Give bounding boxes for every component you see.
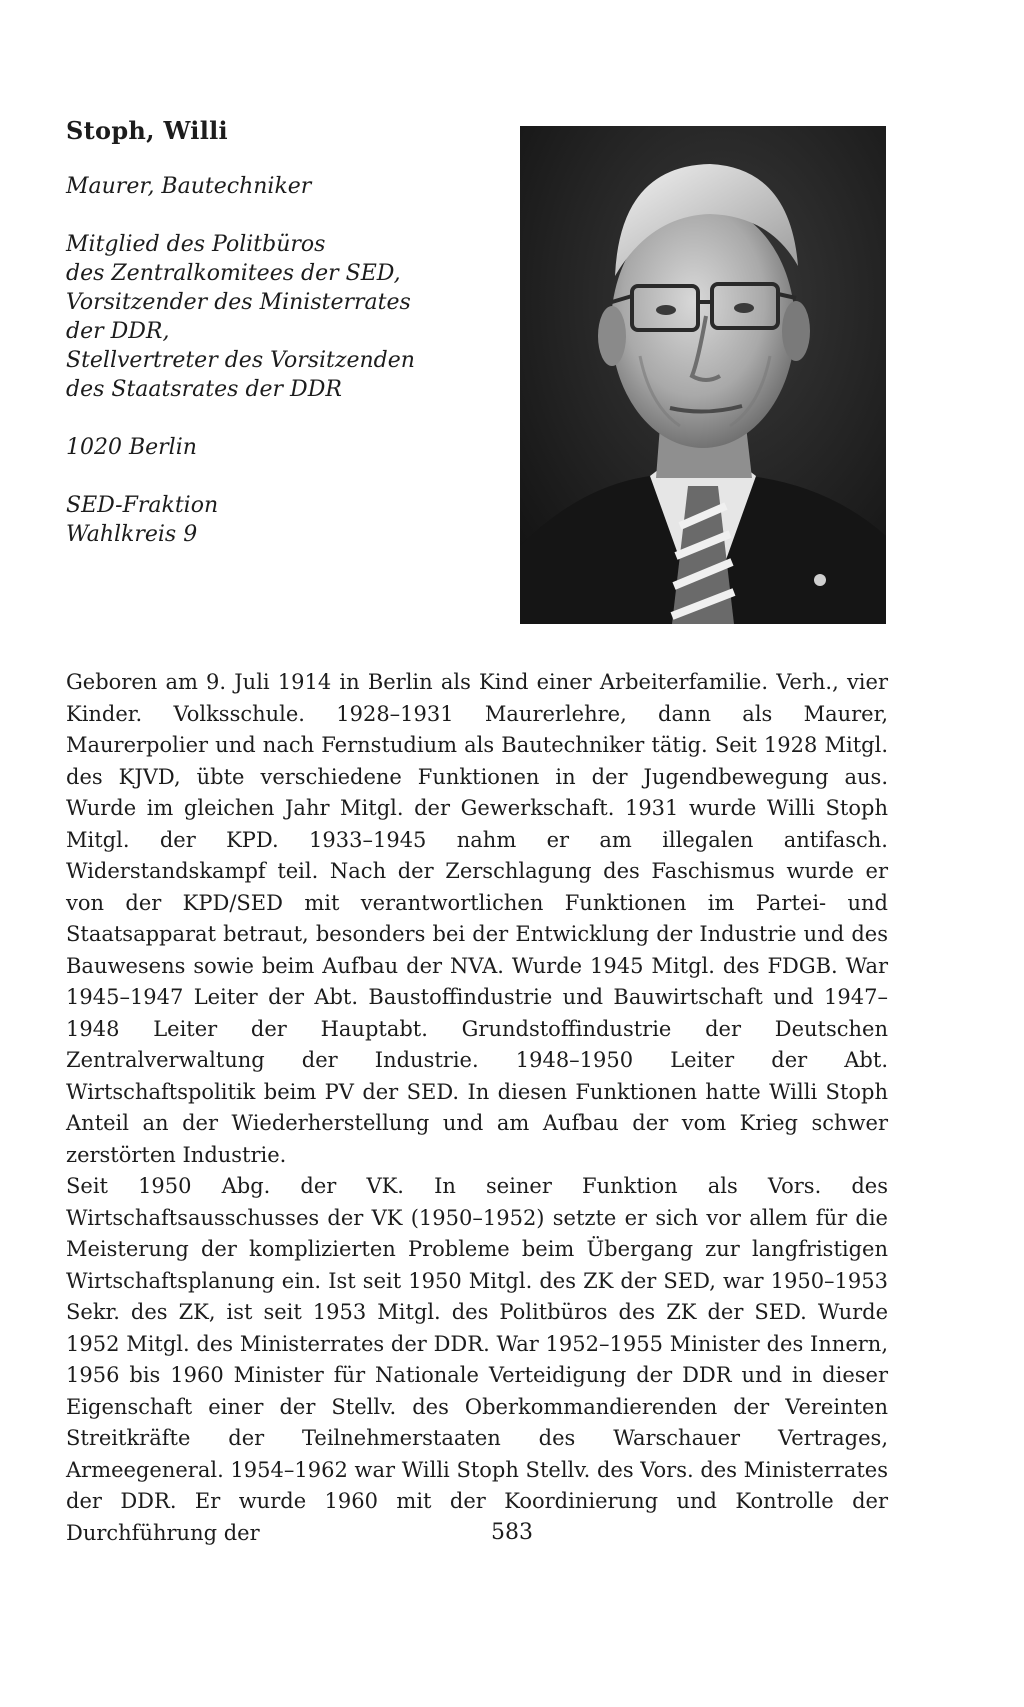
function-line-4: der DDR, [66, 319, 170, 344]
function-line-3: Vorsitzender des Ministerrates [66, 290, 411, 315]
function-line-2: des Zentralkomitees der SED, [66, 261, 401, 286]
portrait-photo [520, 126, 886, 624]
function-line-6: des Staatsrates der DDR [66, 377, 342, 402]
location: 1020 Berlin [66, 435, 197, 460]
person-info-block [66, 172, 506, 549]
function-line-5: Stellvertreter des Vorsitzenden [66, 348, 415, 373]
portrait-illustration [520, 126, 886, 624]
page-number: 583 [491, 1520, 533, 1545]
person-name: Stoph, Willi [66, 116, 228, 145]
function-line-1: Mitglied des Politbüros [66, 232, 326, 257]
faction: SED-Fraktion [66, 493, 219, 518]
profession: Maurer, Bautechniker [66, 174, 312, 199]
biography-text [66, 667, 888, 1549]
constituency: Wahlkreis 9 [66, 522, 198, 547]
biography-paragraph-1: Geboren am 9. Juli 1914 in Berlin als Kind einer Arbeiterfamilie. Verh., vier Kinder. Volksschule. 1928–1931 Maurerlehre, dann als Maurer, Maurerpolier und nach Fernstudium als Bautechniker tätig. Seit 1928 Mitgl. des KJVD, übte verschiedene Funktionen in der Jugendbewegung aus. Wurde im gleichen Jahr Mitgl. der Gewerkschaft. 1931 wurde Willi Stoph Mitgl. der KPD. 1933–1945 nahm er am illegalen antifasch. Widerstandskampf teil. Nach der Zerschlagung des Faschismus wurde er von der KPD/SED mit verantwortlichen Funktionen im Partei- und Staatsapparat betraut, besonders bei der Entwicklung der Industrie und des Bauwesens sowie beim Aufbau der NVA. Wurde 1945 Mitgl. des FDGB. War 1945–1947 Leiter der Abt. Baustoffindustrie und Bauwirtschaft und 1947–1948 Leiter der Hauptabt. Grundstoffindustrie der Deutschen Zentralverwaltung der Industrie. 1948–1950 Leiter der Abt. Wirtschaftspolitik beim PV der SED. In diesen Funktionen hatte Willi Stoph Anteil an der Wiederherstellung und am Aufbau der vom Krieg schwer zerstörten Industrie. [66, 670, 888, 1167]
biography-paragraph-2: Seit 1950 Abg. der VK. In seiner Funktion als Vors. des Wirtschaftsausschusses der VK (1950–1952) setzte er sich vor allem für die Meisterung der komplizierten Probleme beim Übergang zur langfristigen Wirtschaftsplanung ein. Ist seit 1950 Mitgl. des ZK der SED, war 1950–1953 Sekr. des ZK, ist seit 1953 Mitgl. des Politbüros des ZK der SED. Wurde 1952 Mitgl. des Ministerrates der DDR. War 1952–1955 Minister des Innern, 1956 bis 1960 Minister für Nationale Verteidigung der DDR und in dieser Eigenschaft einer der Stellv. des Oberkommandierenden der Vereinten Streitkräfte der Teilnehmerstaaten des Warschauer Vertrages, Armeegeneral. 1954–1962 war Willi Stoph Stellv. des Vors. des Ministerrates der DDR. Er wurde 1960 mit der Koordinierung und Kontrolle der Durchführung der [66, 1174, 889, 1545]
